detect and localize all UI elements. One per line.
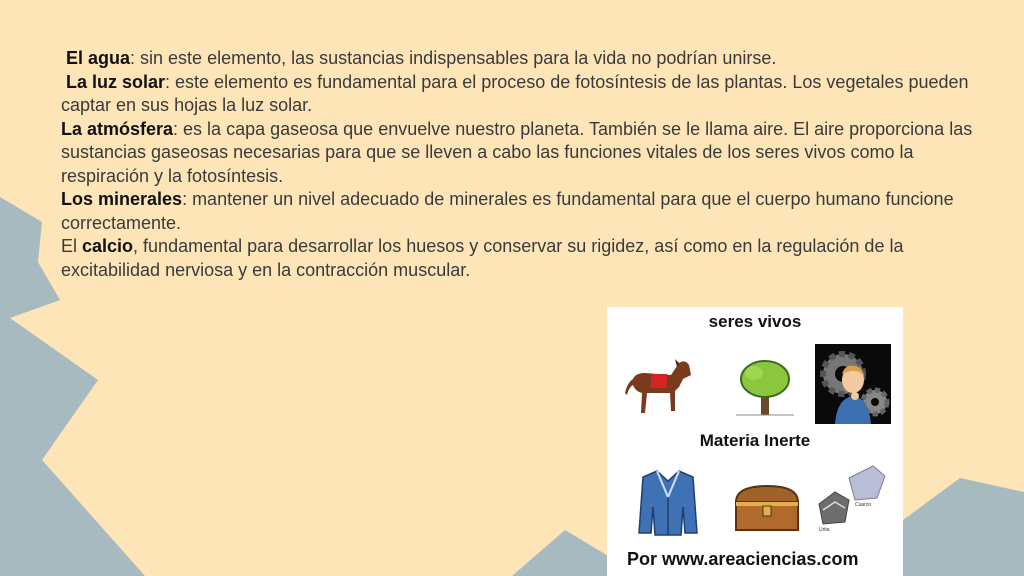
jacket-icon: [637, 467, 699, 537]
living-title: seres vivos: [708, 312, 802, 331]
paragraph-agua: [61, 47, 981, 71]
text-agua: : sin este elemento, las sustancias indispensables para la vida no podrían unirse.: [130, 48, 777, 68]
term-luz-solar: La luz solar: [66, 71, 166, 92]
living-inert-figure: [607, 307, 903, 576]
rock-label-cuarzo: Cuarzo: [855, 502, 872, 508]
figure-caption: Por www.areaciencias.com: [627, 549, 859, 569]
prefix-calcio: El: [61, 236, 83, 256]
text-atmosfera: : es la capa gaseosa que envuelve nuestro planeta. También se le llama aire. El aire proporciona las sustancias gaseosas necesarias para que se lleven a cabo las funciones vitales de los seres vivos como la respiración y la fotosíntesis.: [61, 118, 973, 186]
rocks-icon: [815, 462, 887, 537]
chest-icon: [732, 482, 802, 532]
text-minerales: : mantener un nivel adecuado de minerales es fundamental para que el cuerpo humano funcione correctamente.: [61, 189, 954, 233]
term-atmosfera: La atmósfera: [61, 118, 174, 139]
person-gears-icon: [815, 344, 891, 424]
term-agua: El agua: [66, 48, 131, 68]
main-text: [61, 47, 981, 282]
inert-title: Materia Inerte: [699, 431, 811, 450]
paragraph-atmosfera: [61, 118, 981, 189]
horse-icon: [625, 357, 697, 419]
paragraph-minerales: [61, 188, 981, 235]
text-luz-solar: : este elemento es fundamental para el proceso de fotosíntesis de las plantas. Los vegetales pueden captar en sus hojas la luz solar.: [61, 71, 969, 115]
text-calcio: , fundamental para desarrollar los huesos y conservar su rigidez, así como en la regulación de la excitabilidad nerviosa y en la contracción muscular.: [61, 236, 904, 280]
term-calcio: calcio: [82, 236, 134, 256]
rock-label-urita: Urita: [819, 527, 830, 533]
paragraph-luz-solar: [61, 71, 981, 118]
term-minerales: Los minerales: [61, 189, 183, 209]
tree-icon: [732, 355, 798, 421]
paragraph-calcio: [61, 235, 981, 282]
